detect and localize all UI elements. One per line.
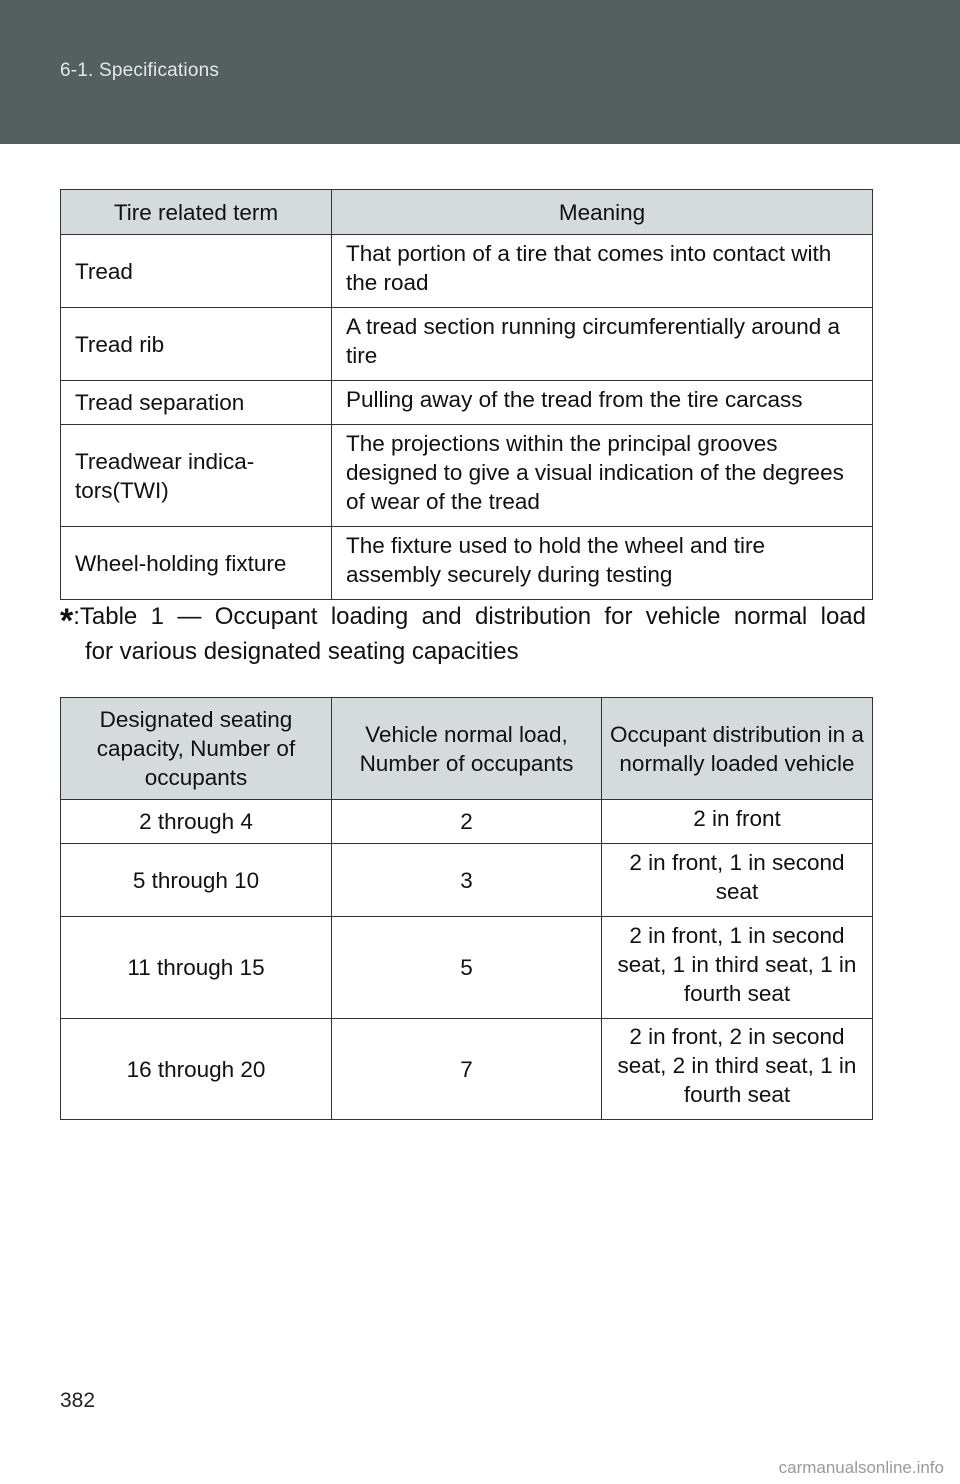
table-row [61, 844, 873, 917]
tire-terms-table [60, 189, 873, 600]
term-text: Treadwear indica-tors(TWI) [75, 448, 255, 503]
term-cell: Tread separation [61, 381, 332, 425]
meaning-cell: That portion of a tire that comes into contact with the road [332, 235, 873, 308]
column-header-term: Tire related term [61, 190, 332, 235]
term-cell: Tread rib [61, 308, 332, 381]
distribution-cell: 2 in front, 1 in second seat [602, 844, 873, 917]
note-line-2: for various designated seating capacities [85, 638, 519, 665]
table-row [61, 917, 873, 1019]
table-note [60, 600, 866, 640]
term-cell: Tread [61, 235, 332, 308]
meaning-cell: The fixture used to hold the wheel and tire assembly securely during testing [332, 527, 873, 600]
table-row [61, 381, 873, 425]
load-cell: 3 [332, 844, 602, 917]
capacity-cell: 16 through 20 [61, 1019, 332, 1120]
term-cell: Wheel-holding fixture [61, 527, 332, 600]
watermark-text: carmanualsonline.info [778, 1458, 944, 1477]
capacity-cell: 2 through 4 [61, 800, 332, 844]
section-title: 6-1. Specifications [60, 60, 220, 81]
header-band [0, 0, 960, 144]
load-cell: 2 [332, 800, 602, 844]
column-header-load: Vehicle normal load, Number of occupants [332, 698, 602, 800]
meaning-cell: Pulling away of the tread from the tire carcass [332, 381, 873, 425]
meaning-cell: A tread section running circumferentially around a tire [332, 308, 873, 381]
load-cell: 5 [332, 917, 602, 1019]
table-row [61, 308, 873, 381]
distribution-cell: 2 in front [602, 800, 873, 844]
capacity-cell: 5 through 10 [61, 844, 332, 917]
distribution-cell: 2 in front, 2 in second seat, 2 in third seat, 1 in fourth seat [602, 1019, 873, 1120]
page-number: 382 [60, 1389, 96, 1412]
column-header-capacity: Designated seating capacity, Number of occupants [61, 698, 332, 800]
table-header-row [61, 190, 873, 235]
table-row [61, 527, 873, 600]
load-cell: 7 [332, 1019, 602, 1120]
table-row [61, 235, 873, 308]
table-header-row [61, 698, 873, 800]
note-line-1: :Table 1 — Occupant loading and distribution for vehicle normal load [73, 603, 866, 630]
column-header-distribution: Occupant distribution in a normally loaded vehicle [602, 698, 873, 800]
table-row [61, 425, 873, 527]
meaning-cell: The projections within the principal grooves designed to give a visual indication of the degrees of wear of the tread [332, 425, 873, 527]
column-header-meaning: Meaning [332, 190, 873, 235]
asterisk-marker: * [60, 602, 74, 640]
distribution-cell: 2 in front, 1 in second seat, 1 in third seat, 1 in fourth seat [602, 917, 873, 1019]
occupant-loading-table [60, 697, 873, 1120]
table-row [61, 800, 873, 844]
term-cell [61, 425, 332, 527]
capacity-cell: 11 through 15 [61, 917, 332, 1019]
table-row [61, 1019, 873, 1120]
